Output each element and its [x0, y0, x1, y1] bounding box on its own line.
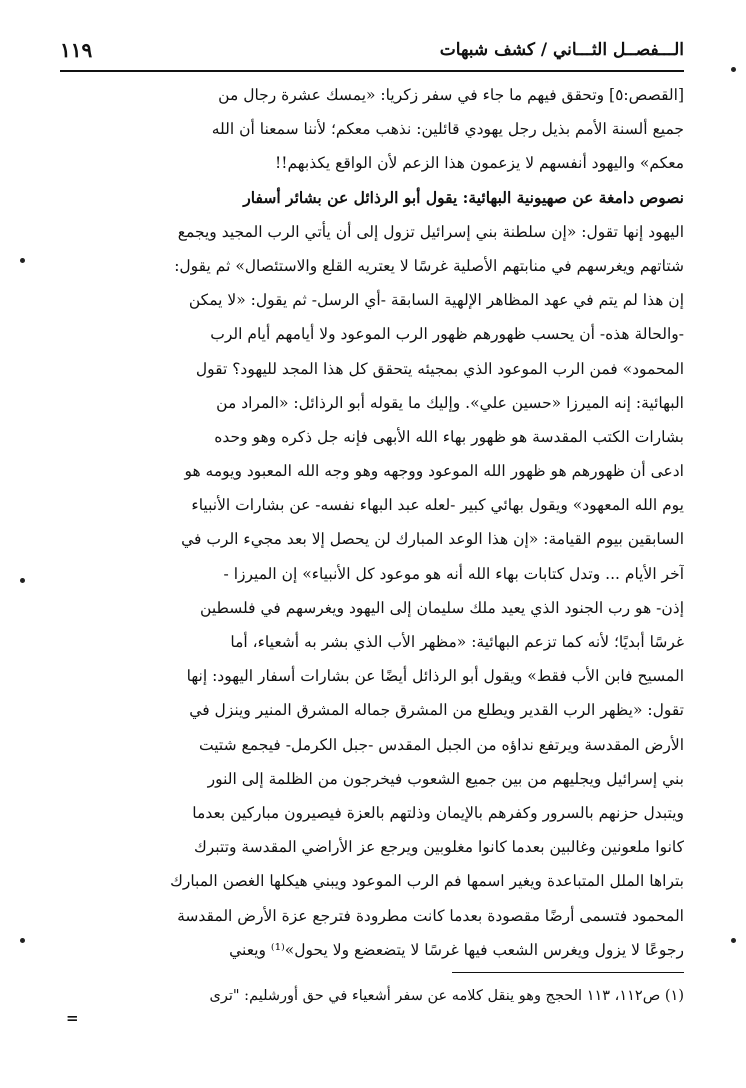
footnote-continuation-mark: = [66, 1009, 79, 1027]
text-line: رجوعًا لا يزول ويغرس الشعب فيها غرسًا لا يتضعضع ولا يحول»⁽¹⁾ ويعني [229, 940, 684, 959]
body-text [58, 78, 684, 967]
page-number: ١١٩ [60, 38, 93, 62]
text-line: بتراها الملل المتباعدة ويغير اسمها فم الرب الموعود ويبني هيكلها الغصن المبارك [170, 872, 684, 891]
text-line: -والحالة هذه- أن يحسب ظهورهم ظهور الرب الموعود ولا أيامهم أيام الرب [210, 325, 684, 344]
text-line: تقول: «يظهر الرب القدير ويطلع من المشرق جماله المشرق المنير وينزل في [189, 701, 684, 720]
text-line: ادعى أن ظهورهم هو ظهور الله الموعود ووجهه وهو وجه الله المعبود ويومه هو [184, 462, 684, 481]
text-line: غرسًا أبديًا؛ لأنه كما تزعم البهائية: «مظهر الأب الذي بشر به أشعياء، أما [230, 633, 684, 651]
text-line: إذن- هو رب الجنود الذي يعيد ملك سليمان إلى اليهود ويغرسهم في فلسطين [200, 598, 684, 617]
running-head: الـــفصــل الثـــاني / كشف شبهات [439, 40, 684, 60]
margin-dot [731, 67, 736, 72]
footnote: (١) ص١١٢، ١١٣ الحجج وهو ينقل كلامه عن سفر أشعياء في حق أورشليم: "ترى [209, 988, 684, 1004]
text-line: الأرض المقدسة ويرتفع نداؤه من الجبل المقدس -جبل الكرمل- فيجمع شتيت [199, 735, 684, 754]
margin-dot [20, 938, 25, 943]
text-line: ويتبدل حزنهم بالسرور وكفرهم بالإيمان وذلتهم بالعزة فيصيرون مباركين بعدما [192, 803, 684, 822]
text-line: آخر الأيام ... وتدل كتابات بهاء الله أنه هو موعود كل الأنبياء» إن الميرزا - [223, 564, 684, 583]
text-line: بشارات الكتب المقدسة هو ظهور بهاء الله الأبهى فإنه جل ذكره وهو وحده [214, 427, 684, 446]
text-line: بني إسرائيل ويجليهم من بين جميع الشعوب فيخرجون من الظلمة إلى النور [207, 769, 684, 788]
text-line: المسيح فابن الأب فقط» ويقول أبو الرذائل أيضًا عن بشارات أسفار اليهود: إنها [186, 667, 684, 686]
text-line: [القصص:٥] وتحقق فيهم ما جاء في سفر زكريا: «يمسك عشرة رجال من [218, 86, 684, 104]
text-line: إن هذا لم يتم في عهد المظاهر الإلهية السابقة -أي الرسل- ثم يقول: «لا يمكن [188, 291, 684, 310]
text-line: كانوا ملعونين وغالبين بعدما كانوا مغلوبين ويرجع عز الأراضي المقدسة وتتبرك [193, 838, 684, 857]
text-line: المحمود فتسمى أرضًا مقصودة بعدما كانت مطرودة فترجع عزة الأرض المقدسة [177, 906, 684, 925]
margin-dot [731, 938, 736, 943]
text-line: يوم الله المعهود» ويقول بهائي كبير -لعله عبد البهاء نفسه- عن بشارات الأنبياء [191, 496, 684, 515]
text-line: اليهود إنها تقول: «إن سلطنة بني إسرائيل تزول إلى أن يأتي الرب المجيد ويجمع [177, 222, 684, 241]
footnote-divider [452, 972, 684, 973]
margin-dot [20, 258, 25, 263]
page-header [60, 36, 684, 72]
text-line: السابقين بيوم القيامة: «إن هذا الوعد المبارك لن يحصل إلا بعد مجيء الرب في [181, 530, 684, 549]
text-line: جميع ألسنة الأمم بذيل رجل يهودي قائلين: نذهب معكم؛ لأننا سمعنا أن الله [211, 120, 684, 139]
text-line: شتاتهم ويغرسهم في منابتهم الأصلية غرسًا لا يعتريه القلع والاستئصال» ثم يقول: [174, 256, 684, 275]
text-line: معكم» واليهود أنفسهم لا يزعمون هذا الزعم لأن الواقع يكذبهم!! [274, 154, 684, 173]
section-heading-line: نصوص دامغة عن صهيونية البهائية: يقول أبو الرذائل عن بشائر أسفار [243, 187, 684, 207]
text-line: البهائية: إنه الميرزا «حسين علي». وإليك ما يقوله أبو الرذائل: «المراد من [216, 393, 684, 412]
margin-dot [20, 578, 25, 583]
text-line: المحمود» فمن الرب الموعود الذي بمجيئه يتحقق كل هذا المجد لليهود؟ تقول [195, 359, 684, 378]
